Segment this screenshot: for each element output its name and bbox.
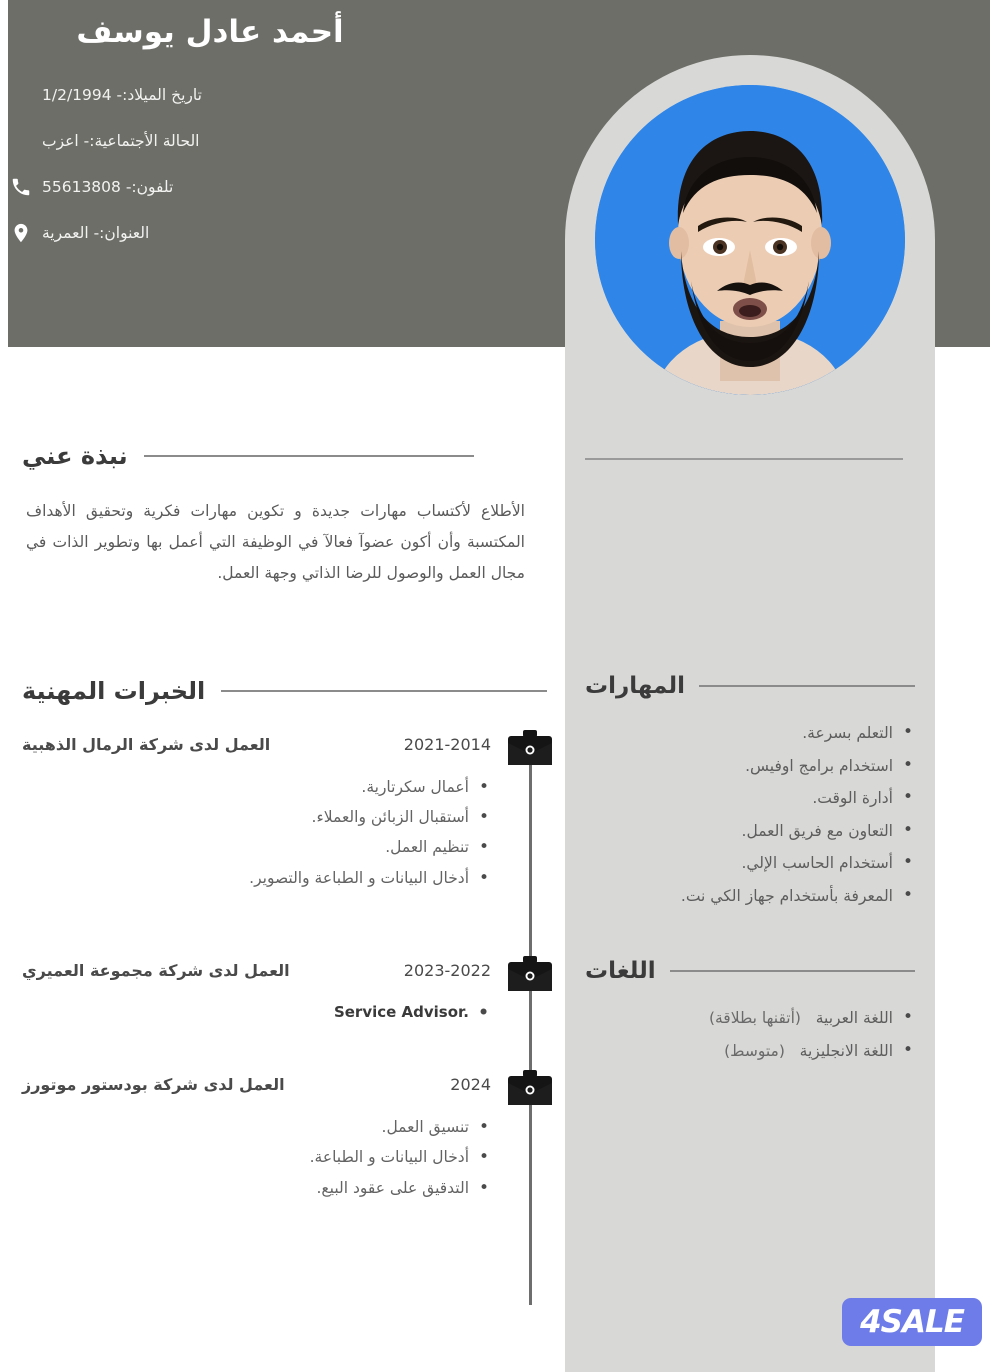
languages-title: اللغات — [585, 958, 656, 985]
contact-row-address[interactable] — [10, 210, 410, 256]
list-item: • أعمال سكرتارية. — [22, 772, 491, 802]
skills-list — [585, 717, 915, 912]
experience-item — [22, 1069, 547, 1203]
main-column — [22, 380, 547, 1203]
languages-list — [585, 1002, 915, 1067]
experience-item-head — [22, 955, 491, 980]
list-item — [585, 1002, 915, 1035]
divider — [699, 685, 915, 687]
sidebar-column — [585, 430, 915, 1067]
skills-section — [585, 673, 915, 912]
list-item: • التعلم بسرعة. — [585, 717, 915, 750]
header-info — [10, 12, 410, 256]
address-text: العنوان:- العمرية — [42, 223, 150, 242]
experience-item-title: العمل لدى شركة بودستور موتورز — [22, 1075, 285, 1095]
experience-item-title: العمل لدى شركة مجموعة العميري — [22, 960, 290, 980]
briefcase-icon — [504, 1069, 556, 1111]
experience-heading — [22, 677, 547, 705]
languages-section — [585, 958, 915, 1067]
list-item: • المعرفة بأستخدام جهاز الكي نت. — [585, 880, 915, 913]
experience-item-years: 2024 — [450, 1075, 491, 1095]
list-item: • أدخال البيانات و الطباعة والتصوير. — [22, 863, 491, 893]
experience-item-years: 2021-2014 — [403, 735, 491, 754]
list-item: • تنسيق العمل. — [22, 1112, 491, 1142]
contact-row-birthdate — [10, 72, 410, 118]
experience-item-head — [22, 1069, 491, 1094]
divider — [144, 455, 474, 457]
experience-item-points — [22, 998, 491, 1027]
phone-text: تلفون:- 55613808 — [42, 177, 174, 196]
language-name: اللغة الانجليزية — [799, 1041, 893, 1060]
experience-item-title: العمل لدى شركة الرمال الذهبية — [22, 735, 271, 754]
language-level: (متوسط) — [724, 1041, 785, 1060]
birthdate-text: تاريخ الميلاد:- 1/2/1994 — [42, 85, 202, 104]
contact-row-phone[interactable] — [10, 164, 410, 210]
list-item: • استخدام برامج اوفيس. — [585, 750, 915, 783]
language-name: اللغة العربية — [815, 1009, 893, 1028]
location-icon — [10, 222, 32, 244]
phone-icon — [10, 176, 32, 198]
list-item: • Service Advisor. — [22, 998, 491, 1027]
about-heading — [22, 442, 547, 470]
experience-title: الخبرات المهنية — [22, 677, 206, 705]
experience-item-head — [22, 729, 491, 754]
about-title: نبذة عني — [22, 442, 128, 470]
language-level: (أتقنها بطلاقة) — [708, 1009, 801, 1028]
list-item: • أدخال البيانات و الطباعة. — [22, 1142, 491, 1172]
list-item: • أدارة الوقت. — [585, 782, 915, 815]
skills-heading — [585, 673, 915, 699]
marital-status-text: الحالة الأجتماعية:- اعزب — [42, 131, 200, 150]
divider — [221, 690, 547, 692]
list-item: • أستخدام الحاسب الإلي. — [585, 847, 915, 880]
list-item — [585, 1035, 915, 1068]
experience-item-years: 2023-2022 — [403, 960, 491, 980]
page-title: أحمد عادل يوسف — [76, 14, 344, 50]
avatar — [595, 85, 905, 395]
briefcase-icon — [504, 955, 556, 997]
divider — [670, 970, 915, 972]
list-item: • التدقيق على عقود البيع. — [22, 1173, 491, 1203]
languages-heading — [585, 958, 915, 984]
list-item: • أستقبال الزبائن والعملاء. — [22, 802, 491, 832]
experience-section — [22, 677, 547, 1203]
list-item: • التعاون مع فريق العمل. — [585, 815, 915, 848]
experience-item — [22, 729, 547, 893]
skills-title: المهارات — [585, 673, 685, 699]
watermark-label: 4SALE — [860, 1304, 964, 1340]
about-section — [22, 442, 547, 589]
list-item: • تنظيم العمل. — [22, 832, 491, 862]
portrait-photo — [595, 85, 905, 395]
experience-item — [22, 955, 547, 1027]
experience-item-points — [22, 1112, 491, 1203]
briefcase-icon — [504, 729, 556, 771]
contact-row-marital-status — [10, 118, 410, 164]
about-text: الأطلاع لأكتساب مهارات جديدة و تكوين مهارات فكرية وتحقيق الأهداف المكتسبة وأن أكون عضوآ فعالآ في الوظيفة التي أعمل بها وتطوير الذات في مجال العمل والوصول للرضا الذاتي وجهة العمل. — [26, 502, 525, 582]
experience-item-points — [22, 772, 491, 893]
watermark-logo — [842, 1298, 982, 1346]
